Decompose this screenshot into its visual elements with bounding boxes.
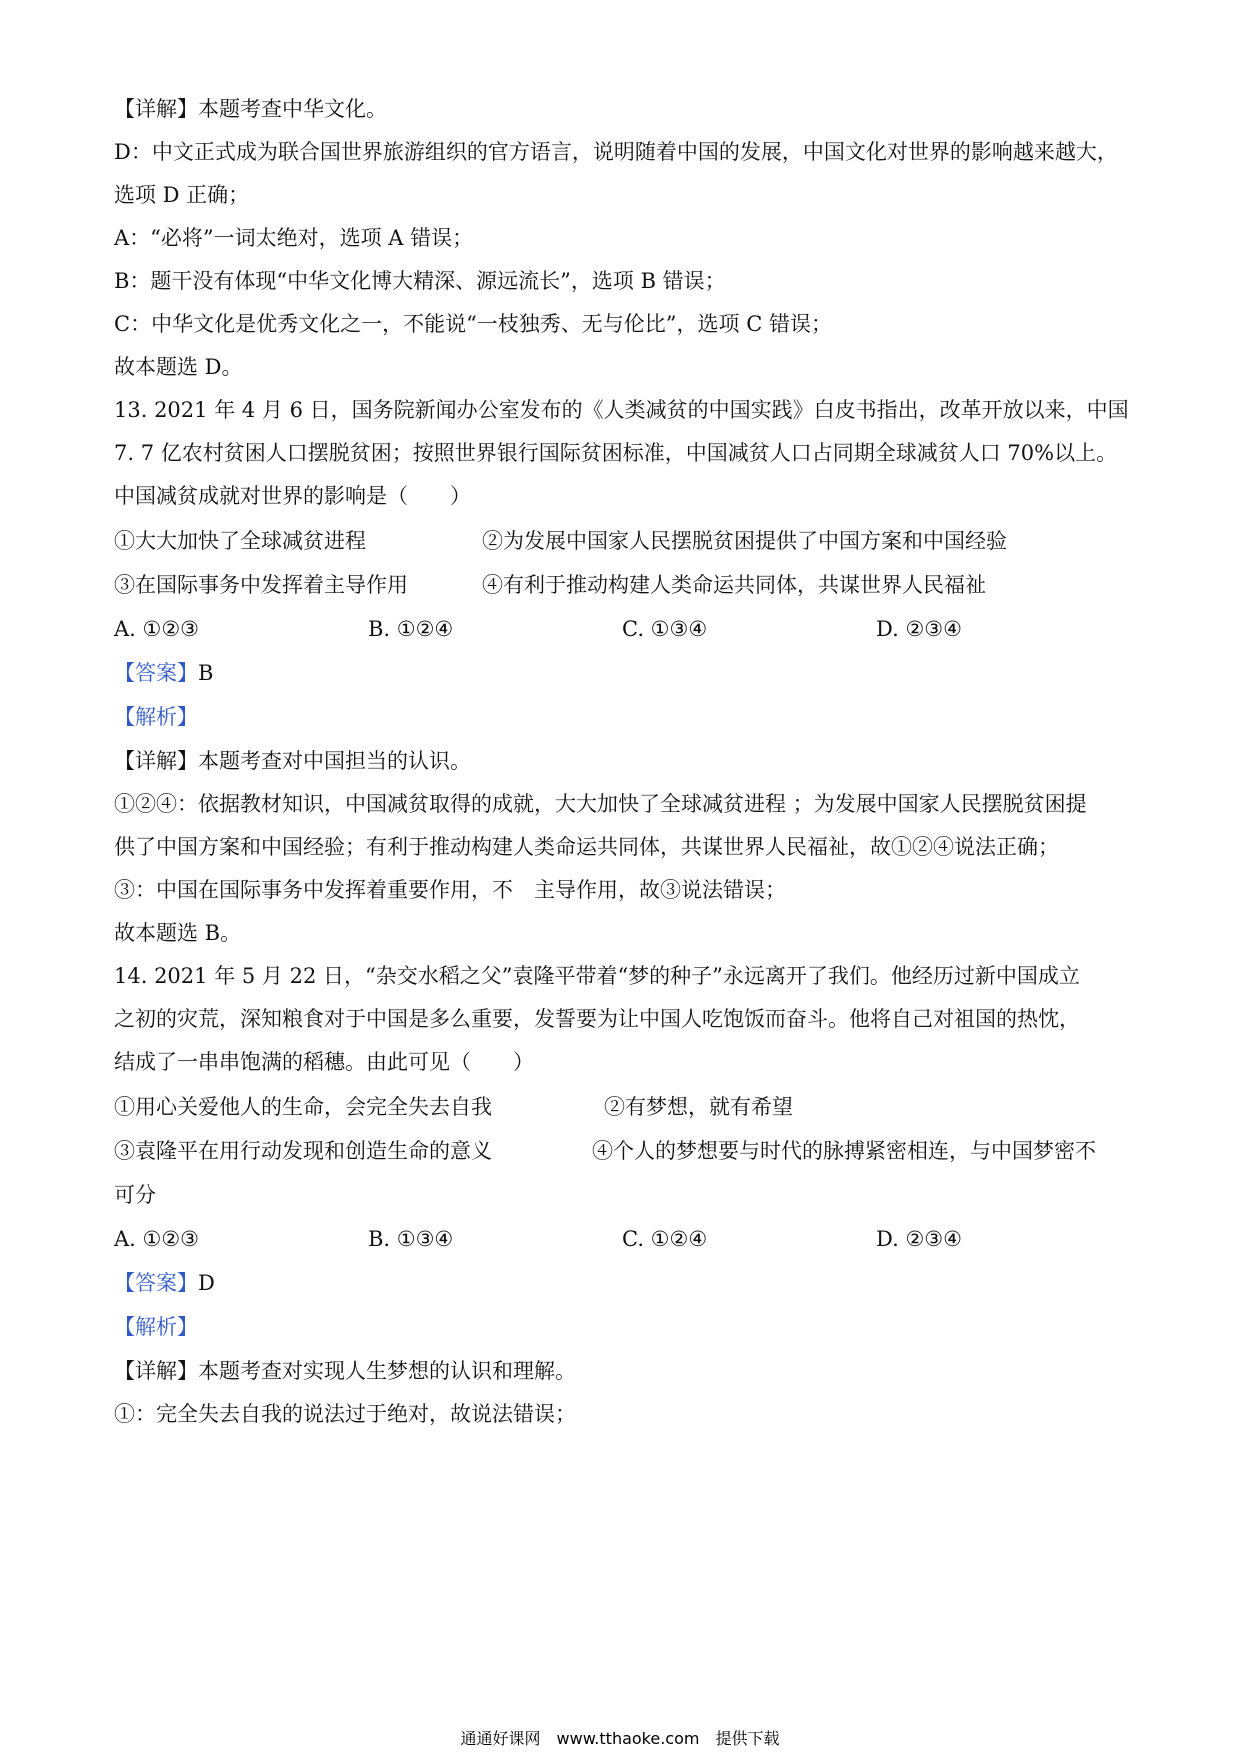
q13-answer-value: B bbox=[198, 661, 214, 685]
q14-stem-line2: 之初的灾荒，深知粮食对于中国是多么重要，发誓要为让中国人吃饱饭而奋斗。他将自己对祖国的热忱， bbox=[114, 1007, 1080, 1031]
q14-option-a: A. ①②③ bbox=[114, 1227, 199, 1251]
q12-d-line1: D：中文正式成为联合国世界旅游组织的官方语言，说明随着中国的发展，中国文化对世界的影响越来越大， bbox=[114, 140, 1118, 164]
q14-statement-4: ④个人的梦想要与时代的脉搏紧密相连，与中国梦密不 bbox=[592, 1139, 1096, 1163]
q13-explanation-line3: ③：中国在国际事务中发挥着重要作用，不 主导作用，故③说法错误； bbox=[114, 878, 786, 902]
q13-option-d: D. ②③④ bbox=[876, 617, 962, 641]
page-footer: 通通好课网 www.tthaoke.com 提供下载 bbox=[460, 1729, 780, 1748]
q13-option-c: C. ①③④ bbox=[622, 617, 708, 641]
q14-statement-4-continued: 可分 bbox=[114, 1183, 156, 1207]
q12-d-line2: 选项 D 正确； bbox=[114, 183, 250, 207]
q12-c-explanation: C：中华文化是优秀文化之一，不能说“一枝独秀、无与伦比”，选项 C 错误； bbox=[114, 312, 832, 336]
q13-detail: 【详解】本题考查对中国担当的认识。 bbox=[114, 749, 471, 773]
q13-analysis-label: 【解析】 bbox=[114, 705, 198, 729]
q14-option-d: D. ②③④ bbox=[876, 1227, 962, 1251]
q14-analysis-label: 【解析】 bbox=[114, 1315, 198, 1339]
q13-statement-4: ④有利于推动构建人类命运共同体，共谋世界人民福祉 bbox=[482, 573, 986, 597]
q13-option-a: A. ①②③ bbox=[114, 617, 199, 641]
q13-stem-line3: 中国减贫成就对世界的影响是（ ） bbox=[114, 484, 471, 508]
q14-explanation-line1: ①：完全失去自我的说法过于绝对，故说法错误； bbox=[114, 1402, 576, 1426]
q13-stem-line2: 7. 7 亿农村贫困人口摆脱贫困；按照世界银行国际贫困标准，中国减贫人口占同期全球减贫人口 70%以上。 bbox=[114, 441, 1118, 465]
q13-statement-1: ①大大加快了全球减贫进程 bbox=[114, 529, 366, 553]
q13-conclusion: 故本题选 B。 bbox=[114, 921, 242, 945]
q14-stem-line1: 14. 2021 年 5 月 22 日，“杂交水稻之父”袁隆平带着“梦的种子”永远离开了我们。他经历过新中国成立 bbox=[114, 964, 1080, 988]
q14-statement-3: ③袁隆平在用行动发现和创造生命的意义 bbox=[114, 1139, 492, 1163]
q13-answer-label: 【答案】 bbox=[114, 661, 198, 685]
q13-answer bbox=[114, 658, 1130, 688]
q12-detail: 【详解】本题考查中华文化。 bbox=[114, 97, 387, 121]
q13-explanation-line1: ①②④：依据教材知识，中国减贫取得的成就，大大加快了全球减贫进程 ；为发展中国家人民摆脱贫困提 bbox=[114, 792, 1087, 816]
q14-stem-line3: 结成了一串串饱满的稻穗。由此可见（ ） bbox=[114, 1050, 534, 1074]
q12-b-explanation: B：题干没有体现“中华文化博大精深、源远流长”，选项 B 错误； bbox=[114, 269, 726, 293]
q12-conclusion: 故本题选 D。 bbox=[114, 355, 243, 379]
q14-option-b: B. ①③④ bbox=[368, 1227, 454, 1251]
q13-statement-3: ③在国际事务中发挥着主导作用 bbox=[114, 573, 408, 597]
q14-answer-label: 【答案】 bbox=[114, 1271, 198, 1295]
q14-statement-2: ②有梦想，就有希望 bbox=[604, 1095, 793, 1119]
q13-stem-line1: 13. 2021 年 4 月 6 日，国务院新闻办公室发布的《人类减贫的中国实践》白皮书指出，改革开放以来，中国 bbox=[114, 398, 1129, 422]
q14-answer-value: D bbox=[198, 1271, 215, 1295]
q13-explanation-line2: 供了中国方案和中国经验；有利于推动构建人类命运共同体，共谋世界人民福祉，故①②④说法正确； bbox=[114, 835, 1059, 859]
q13-statement-2: ②为发展中国家人民摆脱贫困提供了中国方案和中国经验 bbox=[482, 529, 1007, 553]
q14-option-c: C. ①②④ bbox=[622, 1227, 708, 1251]
q14-detail: 【详解】本题考查对实现人生梦想的认识和理解。 bbox=[114, 1359, 576, 1383]
q12-a-explanation: A：“必将”一词太绝对，选项 A 错误； bbox=[114, 226, 474, 250]
q13-option-b: B. ①②④ bbox=[368, 617, 454, 641]
q14-answer bbox=[114, 1268, 1130, 1298]
q14-statement-1: ①用心关爱他人的生命，会完全失去自我 bbox=[114, 1095, 492, 1119]
